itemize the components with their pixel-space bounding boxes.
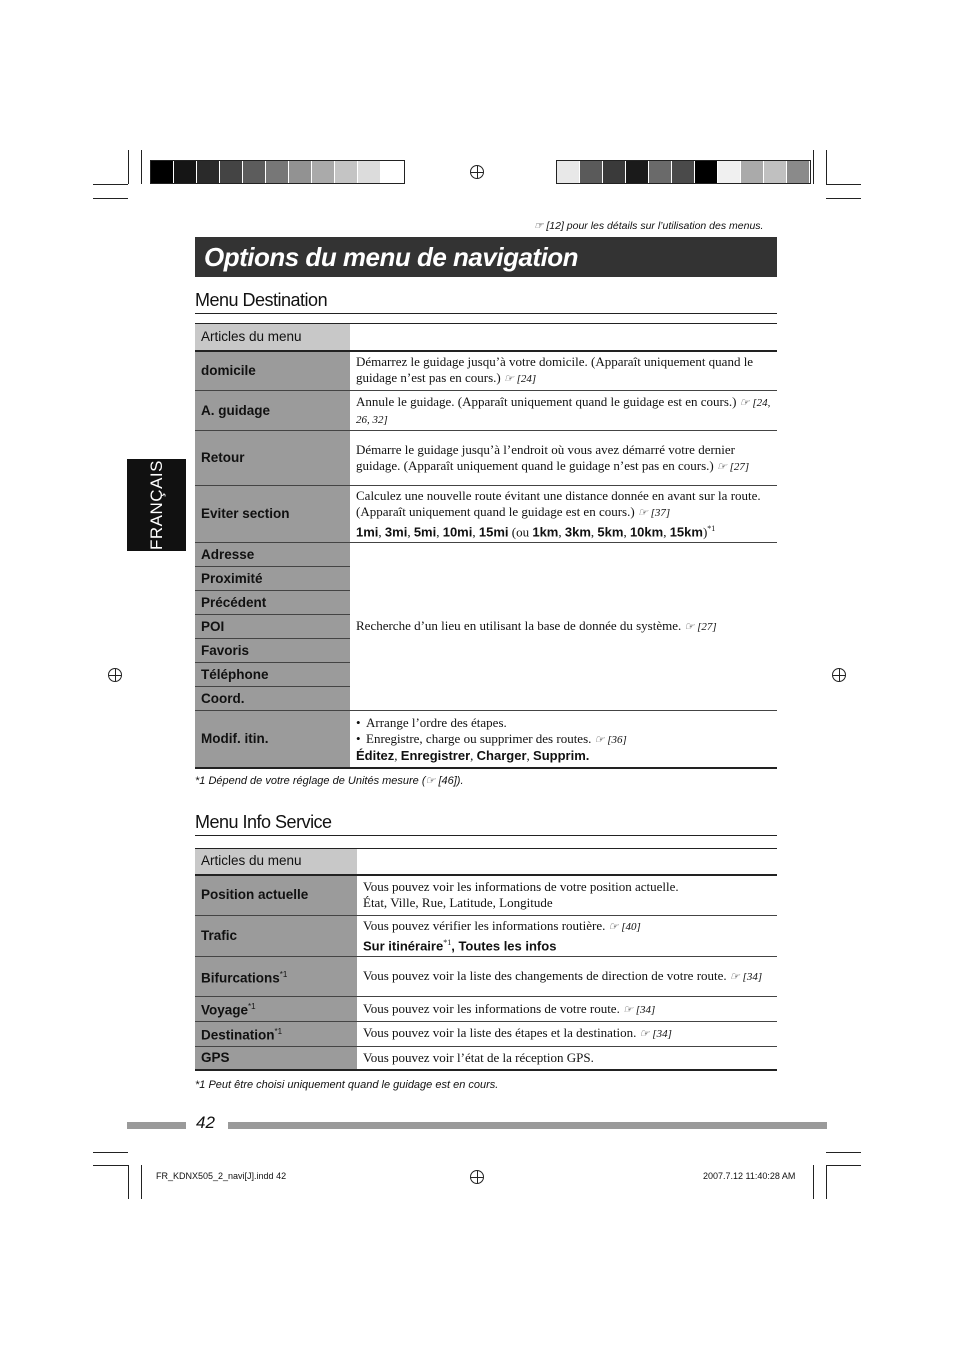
crop-mark <box>93 1152 128 1153</box>
menu-item-key: POI <box>195 615 350 639</box>
menu-item-key: A. guidage <box>195 391 350 431</box>
language-tab: FRANÇAIS <box>127 459 186 551</box>
footer-rule <box>228 1122 827 1129</box>
table-row <box>195 1021 777 1046</box>
crop-mark <box>826 1165 827 1199</box>
menu-item-description: Vous pouvez voir l’état de la réception GPS. <box>357 1046 777 1070</box>
table-row <box>195 351 777 391</box>
bullet-item: • Arrange l’ordre des étapes. <box>366 715 771 731</box>
menu-item-description: Annule le guidage. (Apparaît uniquement quand le guidage est en cours.) ☞ [24, 26, 32] <box>350 391 777 431</box>
footnote: *1 Dépend de votre réglage de Unités mesure (☞ [46]). <box>195 775 464 787</box>
crop-mark <box>141 1165 142 1199</box>
crop-mark <box>813 1165 814 1199</box>
column-header: Articles du menu <box>195 324 350 351</box>
table-row <box>195 711 777 768</box>
menu-item-key: Proximité <box>195 567 350 591</box>
crop-mark <box>128 150 129 184</box>
table-row <box>195 957 777 997</box>
table-row <box>195 875 777 916</box>
menu-item-key: Trafic <box>195 916 357 957</box>
destination-table <box>195 323 777 769</box>
menu-item-key: Téléphone <box>195 663 350 687</box>
crop-mark <box>826 198 861 199</box>
section-rule <box>195 835 777 836</box>
crop-mark <box>826 184 861 185</box>
footer-rule <box>127 1122 186 1129</box>
menu-item-key: Retour <box>195 431 350 486</box>
registration-mark-icon <box>108 668 122 682</box>
registration-mark-icon <box>470 1170 484 1184</box>
table-row <box>195 1046 777 1070</box>
section-heading-info: Menu Info Service <box>195 812 332 832</box>
page-title: Options du menu de navigation <box>195 237 777 277</box>
menu-item-key: Précédent <box>195 591 350 615</box>
table-row <box>195 916 777 957</box>
menu-item-key: Adresse <box>195 543 350 567</box>
grayscale-bar-right <box>556 160 811 184</box>
grayscale-bar-left <box>150 160 405 184</box>
crop-mark <box>93 198 128 199</box>
section-heading-destination: Menu Destination <box>195 290 328 310</box>
table-row <box>195 391 777 431</box>
menu-item-key: Bifurcations$^{*1}$ <box>195 957 357 997</box>
page-number: 42 <box>196 1113 215 1132</box>
menu-item-key: Eviter section <box>195 486 350 543</box>
info-table <box>195 848 777 1071</box>
table-row <box>195 486 777 543</box>
crop-mark <box>141 150 142 184</box>
menu-item-description: Démarrez le guidage jusqu’à votre domicile. (Apparaît uniquement quand le guidage n’est pas en cours.) ☞ [24] <box>350 351 777 391</box>
menu-item-description: Démarre le guidage jusqu’à l’endroit où vous avez démarré votre dernier guidage. (Apparaît uniquement quand le guidage n’est pas en cours.) ☞ [27] <box>350 431 777 486</box>
header-reference: ☞ [12] pour les détails sur l’utilisation des menus. <box>534 220 764 232</box>
table-row <box>195 543 777 567</box>
menu-item-description: Vous pouvez voir la liste des étapes et la destination. ☞ [34] <box>357 1021 777 1046</box>
crop-mark <box>93 184 128 185</box>
menu-item-key: Modif. itin. <box>195 711 350 768</box>
menu-item-description: • Arrange l’ordre des étapes. • Enregistre, charge ou supprimer des routes. ☞ [36] Éditez, Enregistrer, Charger, Supprim. <box>350 711 777 768</box>
bullet-item: • Enregistre, charge ou supprimer des routes. ☞ [36] <box>366 731 771 748</box>
footnote: *1 Peut être choisi uniquement quand le guidage est en cours. <box>195 1079 499 1091</box>
crop-mark <box>826 1165 861 1166</box>
menu-item-description: Calculez une nouvelle route évitant une distance donnée en avant sur la route. (Apparaît uniquement quand le guidage est en cours.) ☞ [37] 1mi, 3mi, 5mi, 10mi, 15mi (ou 1km, 3km, 5km, 10km, 15km)$^{*1}$ <box>350 486 777 543</box>
section-rule <box>195 313 777 314</box>
registration-mark-icon <box>470 165 484 179</box>
menu-item-key: Coord. <box>195 687 350 711</box>
menu-item-description: Vous pouvez voir la liste des changements de direction de votre route. ☞ [34] <box>357 957 777 997</box>
print-date-info: 2007.7.12 11:40:28 AM <box>703 1171 796 1181</box>
table-header-row <box>195 849 777 875</box>
menu-item-key: Voyage$^{*1}$ <box>195 997 357 1022</box>
table-row <box>195 997 777 1022</box>
print-file-info: FR_KDNX505_2_navi[J].indd 42 <box>156 1171 287 1181</box>
menu-item-key: Destination$^{*1}$ <box>195 1021 357 1046</box>
crop-mark <box>93 1165 128 1166</box>
crop-mark <box>826 150 827 184</box>
menu-item-description: Vous pouvez voir les informations de votre route. ☞ [34] <box>357 997 777 1022</box>
crop-mark <box>813 150 814 184</box>
menu-item-key: Position actuelle <box>195 875 357 916</box>
menu-item-description: Recherche d’un lieu en utilisant la base de donnée du système. ☞ [27] <box>350 543 777 711</box>
menu-item-description: Vous pouvez voir les informations de votre position actuelle. État, Ville, Rue, Latitude, Longitude <box>357 875 777 916</box>
column-header: Articles du menu <box>195 849 357 875</box>
crop-mark <box>128 1165 129 1199</box>
menu-item-key: GPS <box>195 1046 357 1070</box>
registration-mark-icon <box>832 668 846 682</box>
crop-mark <box>826 1152 861 1153</box>
menu-item-key: domicile <box>195 351 350 391</box>
menu-item-key: Favoris <box>195 639 350 663</box>
table-row <box>195 431 777 486</box>
menu-item-description: Vous pouvez vérifier les informations routière. ☞ [40] Sur itinéraire$^{*1}$, Toutes les infos <box>357 916 777 957</box>
table-header-row <box>195 324 777 351</box>
